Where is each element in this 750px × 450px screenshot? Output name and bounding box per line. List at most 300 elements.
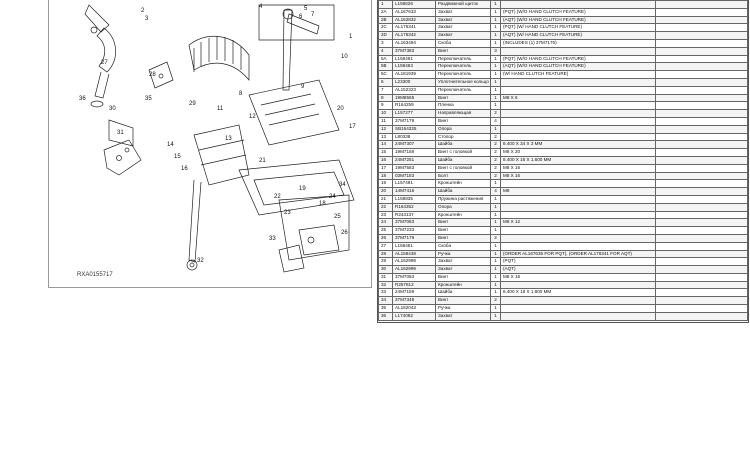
- callout-label: 28: [149, 72, 156, 78]
- cell-part: L157277: [393, 110, 436, 118]
- cell-qty: 2: [491, 141, 501, 149]
- table-row: [379, 234, 748, 242]
- cell-desc: Захват: [436, 258, 491, 266]
- cell-part: AL167633: [393, 8, 436, 16]
- cell-part: 37M7083: [393, 273, 436, 281]
- cell-desc: Винт: [436, 117, 491, 125]
- cell-blank: [656, 180, 748, 188]
- cell-ref: 26: [379, 234, 393, 242]
- cell-desc: Шайба: [436, 141, 491, 149]
- cell-qty: 1: [491, 258, 501, 266]
- cell-blank: [656, 227, 748, 235]
- table-row: [379, 203, 748, 211]
- cell-part: 37M7383: [393, 47, 436, 55]
- cell-desc: Винт: [436, 234, 491, 242]
- cell-note: [501, 125, 656, 133]
- table-row: [379, 281, 748, 289]
- cell-desc: Скоба: [436, 39, 491, 47]
- cell-blank: [656, 63, 748, 71]
- cell-blank: [656, 39, 748, 47]
- cell-note: (INCLUDES (1) 37M7176): [501, 39, 656, 47]
- cell-qty: 1: [491, 203, 501, 211]
- table-row: [379, 149, 748, 157]
- cell-ref: 5C: [379, 71, 393, 79]
- cell-note: M8 X 12: [501, 219, 656, 227]
- table-row: [379, 258, 748, 266]
- table-row: [379, 250, 748, 258]
- cell-ref: 8: [379, 94, 393, 102]
- cell-qty: 1: [491, 227, 501, 235]
- cell-ref: 2B: [379, 16, 393, 24]
- cell-part: AL162832: [393, 16, 436, 24]
- callout-label: 29: [189, 101, 196, 107]
- cell-blank: [656, 24, 748, 32]
- cell-part: 37M7179: [393, 117, 436, 125]
- cell-desc: Кронштейн: [436, 281, 491, 289]
- callout-label: 23: [284, 210, 291, 216]
- cell-qty: 1: [491, 102, 501, 110]
- cell-ref: 5B: [379, 63, 393, 71]
- table-row: [379, 125, 748, 133]
- cell-desc: Переключатель: [436, 71, 491, 79]
- table-row: [379, 47, 748, 55]
- callout-label: 35: [145, 96, 152, 102]
- cell-note: [501, 102, 656, 110]
- table-row: [379, 102, 748, 110]
- cell-blank: [656, 312, 748, 320]
- cell-desc: Винт с головкой: [436, 164, 491, 172]
- cell-part: AL163494: [393, 39, 436, 47]
- cell-note: [501, 86, 656, 94]
- cell-note: [501, 211, 656, 219]
- cell-part: L158835: [393, 195, 436, 203]
- cell-qty: 1: [491, 55, 501, 63]
- cell-part: 19M8565: [393, 94, 436, 102]
- cell-blank: [656, 102, 748, 110]
- table-row: [379, 63, 748, 71]
- cell-ref: 18: [379, 172, 393, 180]
- cell-qty: 1: [491, 180, 501, 188]
- cell-note: M8 X 16: [501, 273, 656, 281]
- table-row: [379, 16, 748, 24]
- callout-label: 20: [337, 106, 344, 112]
- cell-ref: 29: [379, 258, 393, 266]
- cell-note: M8: [501, 188, 656, 196]
- cell-note: [501, 1, 656, 9]
- callout-label: 3: [145, 16, 149, 22]
- cell-note: [501, 110, 656, 118]
- cell-ref: 32: [379, 281, 393, 289]
- callout-label: 7: [311, 12, 315, 18]
- cell-ref: 22: [379, 203, 393, 211]
- cell-blank: [656, 55, 748, 63]
- cell-desc: Ручка: [436, 305, 491, 313]
- cell-blank: [656, 149, 748, 157]
- cell-desc: Винт: [436, 94, 491, 102]
- cell-part: 24M7159: [393, 289, 436, 297]
- cell-part: 24M7307: [393, 141, 436, 149]
- cell-qty: 1: [491, 63, 501, 71]
- cell-ref: 1: [379, 1, 393, 9]
- cell-qty: 1: [491, 78, 501, 86]
- table-row: [379, 312, 748, 320]
- table-row: [379, 133, 748, 141]
- callout-label: 36: [79, 96, 86, 102]
- callout-label: 4: [259, 4, 263, 10]
- cell-blank: [656, 234, 748, 242]
- cell-ref: 13: [379, 133, 393, 141]
- cell-part: 37M7083: [393, 219, 436, 227]
- cell-desc: Шайба: [436, 156, 491, 164]
- cell-note: (PQT) (W/ HAND CLUTCH FEATURE): [501, 24, 656, 32]
- cell-desc: Опора: [436, 125, 491, 133]
- table-row: [379, 227, 748, 235]
- callout-label: 1: [349, 34, 353, 40]
- cell-desc: Винт: [436, 219, 491, 227]
- diagram-drawing: [49, 0, 371, 287]
- cell-blank: [656, 32, 748, 40]
- cell-desc: Переключатель: [436, 55, 491, 63]
- cell-desc: Опора: [436, 203, 491, 211]
- cell-qty: 1: [491, 32, 501, 40]
- cell-desc: Винт: [436, 227, 491, 235]
- callout-label: 22: [274, 194, 281, 200]
- cell-blank: [656, 71, 748, 79]
- callout-label: 33: [269, 236, 276, 242]
- cell-part: L80338: [393, 133, 436, 141]
- cell-qty: 1: [491, 125, 501, 133]
- cell-qty: 1: [491, 8, 501, 16]
- table-row: [379, 211, 748, 219]
- cell-qty: 2: [491, 234, 501, 242]
- cell-ref: 6: [379, 78, 393, 86]
- cell-part: 14M7416: [393, 188, 436, 196]
- table-row: [379, 289, 748, 297]
- table-row: [379, 86, 748, 94]
- cell-desc: Переключатель: [436, 86, 491, 94]
- cell-part: L174082: [393, 312, 436, 320]
- table-row: [379, 1, 748, 9]
- cell-note: [501, 234, 656, 242]
- cell-blank: [656, 211, 748, 219]
- cell-part: 37M7348: [393, 297, 436, 305]
- cell-blank: [656, 110, 748, 118]
- cell-qty: 3: [491, 47, 501, 55]
- cell-qty: 1: [491, 71, 501, 79]
- cell-note: (AQT) (W/O HAND CLUTCH FEATURE): [501, 16, 656, 24]
- cell-qty: 1: [491, 1, 501, 9]
- table-row: [379, 219, 748, 227]
- cell-desc: Шайба: [436, 289, 491, 297]
- cell-part: AL158438: [393, 250, 436, 258]
- cell-blank: [656, 141, 748, 149]
- cell-ref: 4: [379, 47, 393, 55]
- cell-desc: Стопор: [436, 133, 491, 141]
- cell-desc: Направляющая: [436, 110, 491, 118]
- cell-ref: 2C: [379, 24, 393, 32]
- cell-part: 24M7251: [393, 156, 436, 164]
- table-row: [379, 156, 748, 164]
- callout-label: 26: [341, 230, 348, 236]
- callout-label: 5: [304, 6, 308, 12]
- cell-part: AL182043: [393, 305, 436, 313]
- callout-label: 24: [329, 194, 336, 200]
- cell-blank: [656, 156, 748, 164]
- callout-label: 31: [117, 130, 124, 136]
- cell-qty: 2: [491, 297, 501, 305]
- cell-note: (ORDER AL167635 FOR PQT), (ORDER AL176341 FOR AQT): [501, 250, 656, 258]
- callout-label: 30: [109, 106, 116, 112]
- cell-blank: [656, 219, 748, 227]
- cell-ref: 23: [379, 211, 393, 219]
- cell-blank: [656, 258, 748, 266]
- callout-label: 32: [197, 258, 204, 264]
- cell-desc: Винт: [436, 297, 491, 305]
- cell-qty: 1: [491, 273, 501, 281]
- cell-note: M8 X 6: [501, 94, 656, 102]
- table-row: [379, 39, 748, 47]
- cell-part: R257812: [393, 281, 436, 289]
- table-row: [379, 110, 748, 118]
- cell-part: AL176342: [393, 32, 436, 40]
- cell-note: 8.400 X 16 X 1.600 MM: [501, 156, 656, 164]
- cell-part: 37M7233: [393, 227, 436, 235]
- table-row: [379, 273, 748, 281]
- callout-label: 11: [217, 106, 224, 112]
- cell-part: 19M7158: [393, 149, 436, 157]
- cell-part: SB164325: [393, 125, 436, 133]
- cell-ref: 17: [379, 164, 393, 172]
- cell-desc: Кронштейн: [436, 211, 491, 219]
- cell-part: L158461: [393, 55, 436, 63]
- table-row: [379, 78, 748, 86]
- callout-label: 6: [299, 14, 303, 20]
- table-row: [379, 180, 748, 188]
- cell-note: (AQT) (W/ HAND CLUTCH FEATURE): [501, 32, 656, 40]
- cell-desc: Скоба: [436, 242, 491, 250]
- cell-blank: [656, 266, 748, 274]
- cell-qty: 2: [491, 156, 501, 164]
- cell-blank: [656, 281, 748, 289]
- cell-note: [501, 195, 656, 203]
- cell-note: [501, 312, 656, 320]
- callout-label: 14: [167, 142, 174, 148]
- table-row: [379, 32, 748, 40]
- cell-qty: 1: [491, 305, 501, 313]
- cell-qty: 2: [491, 149, 501, 157]
- table-row: [379, 8, 748, 16]
- cell-ref: 10: [379, 110, 393, 118]
- cell-blank: [656, 242, 748, 250]
- callout-label: 21: [259, 158, 266, 164]
- cell-ref: 9: [379, 102, 393, 110]
- callout-label: 12: [249, 114, 256, 120]
- cell-blank: [656, 1, 748, 9]
- callout-label: 13: [225, 136, 232, 142]
- cell-blank: [656, 164, 748, 172]
- cell-part: AL152323: [393, 86, 436, 94]
- cell-note: [501, 227, 656, 235]
- cell-note: [501, 297, 656, 305]
- table-row: [379, 297, 748, 305]
- cell-part: L158463: [393, 63, 436, 71]
- parts-table-body: [379, 1, 748, 321]
- cell-part: AL176341: [393, 24, 436, 32]
- cell-qty: 2: [491, 164, 501, 172]
- cell-qty: 1: [491, 242, 501, 250]
- cell-qty: 1: [491, 39, 501, 47]
- cell-blank: [656, 47, 748, 55]
- cell-blank: [656, 133, 748, 141]
- cell-blank: [656, 305, 748, 313]
- cell-ref: 15: [379, 149, 393, 157]
- table-row: [379, 94, 748, 102]
- cell-blank: [656, 8, 748, 16]
- cell-qty: 1: [491, 94, 501, 102]
- cell-part: R164259: [393, 102, 436, 110]
- cell-desc: Раздвижной щиток: [436, 1, 491, 9]
- callout-label: 34: [339, 182, 346, 188]
- cell-desc: Винт с головкой: [436, 149, 491, 157]
- cell-part: 03M7183: [393, 172, 436, 180]
- cell-blank: [656, 250, 748, 258]
- cell-note: (PQT) (W/O HAND CLUTCH FEATURE): [501, 8, 656, 16]
- cell-desc: Винт: [436, 47, 491, 55]
- callout-label: 27: [101, 60, 108, 66]
- cell-desc: Пленка: [436, 102, 491, 110]
- exploded-parts-diagram: [48, 0, 372, 288]
- cell-blank: [656, 78, 748, 86]
- cell-part: L158626: [393, 1, 436, 9]
- cell-qty: 2: [491, 172, 501, 180]
- cell-part: 37M7179: [393, 234, 436, 242]
- cell-ref: 3: [379, 39, 393, 47]
- cell-note: [501, 242, 656, 250]
- cell-blank: [656, 289, 748, 297]
- cell-blank: [656, 86, 748, 94]
- table-row: [379, 117, 748, 125]
- cell-desc: Шайба: [436, 188, 491, 196]
- cell-blank: [656, 172, 748, 180]
- cell-ref: 34: [379, 297, 393, 305]
- cell-part: 19M7583: [393, 164, 436, 172]
- cell-note: [501, 78, 656, 86]
- cell-desc: Кронштейн: [436, 180, 491, 188]
- cell-qty: 4: [491, 117, 501, 125]
- cell-note: 8.400 X 18 X 1.800 MM: [501, 289, 656, 297]
- cell-desc: Винт: [436, 273, 491, 281]
- cell-note: M8 X 16: [501, 172, 656, 180]
- cell-part: L157491: [393, 180, 436, 188]
- cell-desc: Захват: [436, 266, 491, 274]
- table-row: [379, 141, 748, 149]
- cell-ref: 5A: [379, 55, 393, 63]
- cell-note: [501, 281, 656, 289]
- cell-note: [501, 133, 656, 141]
- cell-qty: 2: [491, 133, 501, 141]
- cell-note: (PQT) (W/O HAND CLUTCH FEATURE): [501, 55, 656, 63]
- cell-note: [501, 305, 656, 313]
- cell-desc: Ручка: [436, 250, 491, 258]
- cell-desc: Захват: [436, 8, 491, 16]
- figure-id: RXA0155717: [77, 272, 113, 278]
- cell-desc: Захват: [436, 32, 491, 40]
- cell-note: (W/ HAND CLUTCH FEATURE): [501, 71, 656, 79]
- callout-label: 2: [141, 8, 145, 14]
- cell-note: [501, 203, 656, 211]
- cell-part: R243137: [393, 211, 436, 219]
- cell-ref: 21: [379, 195, 393, 203]
- cell-qty: 1: [491, 266, 501, 274]
- callout-label: 8: [239, 91, 243, 97]
- table-row: [379, 172, 748, 180]
- cell-qty: 1: [491, 195, 501, 203]
- cell-desc: Захват: [436, 16, 491, 24]
- parts-list-table: [377, 0, 749, 323]
- callout-label: 18: [319, 201, 326, 207]
- callout-label: 10: [341, 54, 348, 60]
- cell-qty: 1: [491, 250, 501, 258]
- table-row: [379, 266, 748, 274]
- cell-ref: 27: [379, 242, 393, 250]
- table-row: [379, 242, 748, 250]
- cell-desc: Захват: [436, 312, 491, 320]
- cell-blank: [656, 125, 748, 133]
- cell-qty: 1: [491, 24, 501, 32]
- callout-label: 15: [174, 154, 181, 160]
- cell-qty: 1: [491, 289, 501, 297]
- table-row: [379, 55, 748, 63]
- cell-note: [501, 117, 656, 125]
- cell-ref: 36: [379, 312, 393, 320]
- cell-note: [501, 180, 656, 188]
- cell-blank: [656, 195, 748, 203]
- cell-ref: 12: [379, 125, 393, 133]
- cell-ref: 28: [379, 250, 393, 258]
- cell-blank: [656, 94, 748, 102]
- table-row: [379, 24, 748, 32]
- cell-note: (AQT): [501, 266, 656, 274]
- cell-qty: 1: [491, 16, 501, 24]
- cell-part: AL181939: [393, 71, 436, 79]
- cell-ref: 2A: [379, 8, 393, 16]
- cell-ref: 16: [379, 156, 393, 164]
- cell-part: L23300: [393, 78, 436, 86]
- callout-label: 17: [349, 124, 356, 130]
- table-row: [379, 188, 748, 196]
- cell-note: 8.400 X 34 X 3 MM: [501, 141, 656, 149]
- cell-qty: 4: [491, 188, 501, 196]
- cell-note: M8 X 16: [501, 164, 656, 172]
- cell-blank: [656, 273, 748, 281]
- callout-label: 16: [181, 166, 188, 172]
- cell-ref: 25: [379, 227, 393, 235]
- cell-ref: 20: [379, 188, 393, 196]
- callout-label: 25: [334, 214, 341, 220]
- table-row: [379, 71, 748, 79]
- table-row: [379, 164, 748, 172]
- cell-qty: 1: [491, 211, 501, 219]
- cell-desc: Болт: [436, 172, 491, 180]
- callout-label: 9: [301, 84, 305, 90]
- cell-blank: [656, 297, 748, 305]
- table-row: [379, 195, 748, 203]
- cell-qty: 1: [491, 281, 501, 289]
- cell-ref: 31: [379, 273, 393, 281]
- cell-qty: 1: [491, 312, 501, 320]
- cell-ref: 24: [379, 219, 393, 227]
- cell-ref: 33: [379, 289, 393, 297]
